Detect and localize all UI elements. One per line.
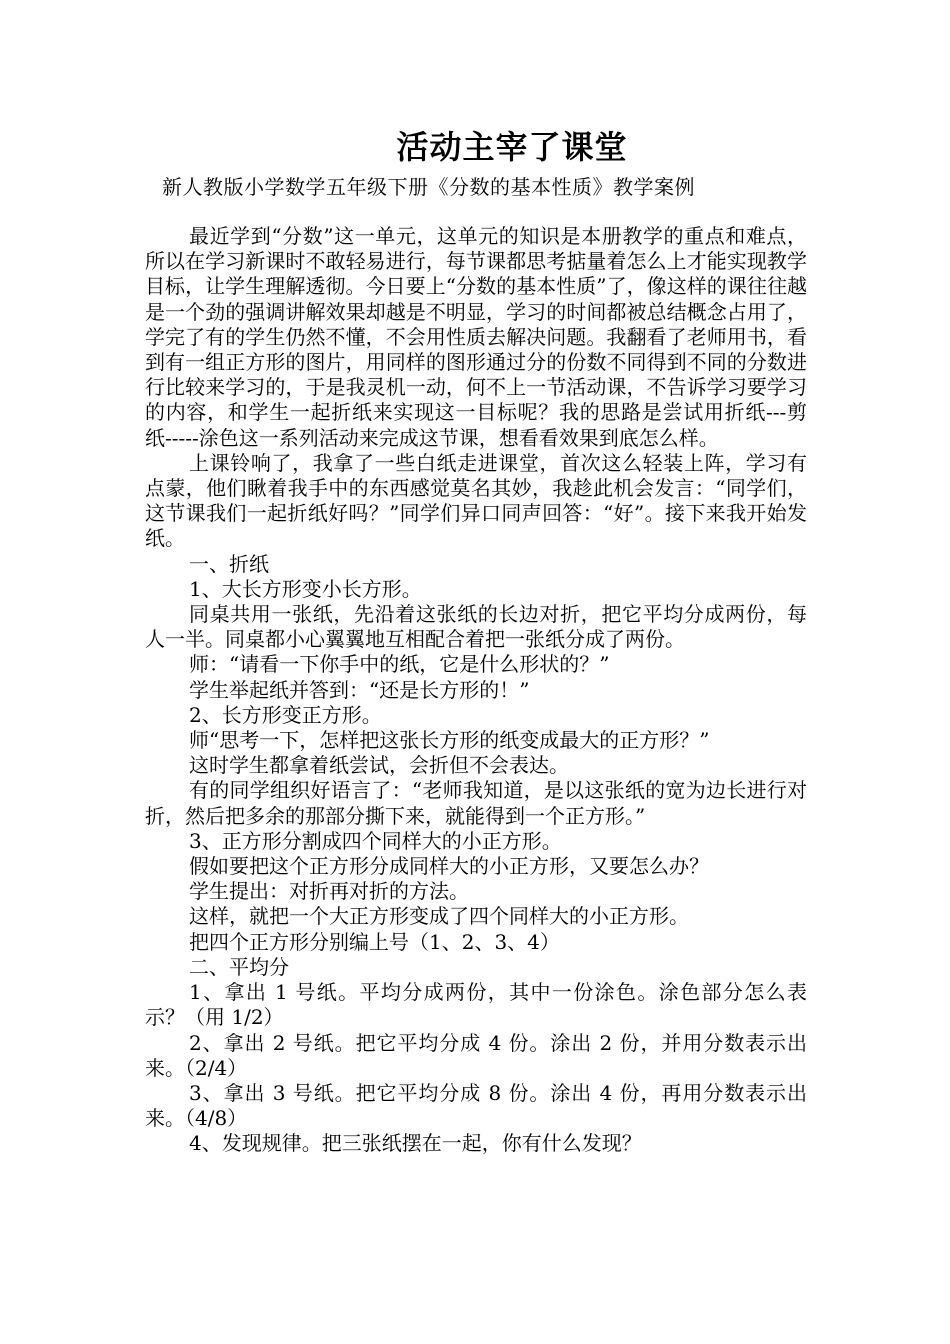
body-paragraph: 这时学生都拿着纸尝试，会折但不会表达。 xyxy=(189,753,569,778)
step-heading: 1、大长方形变小长方形。 xyxy=(189,576,422,601)
step-heading: 2、长方形变正方形。 xyxy=(189,702,382,727)
document-body xyxy=(145,224,807,1157)
task-item: 2、拿出 2 号纸。把它平均分成 4 份。涂出 2 份，并用分数表示出来。（2/4） xyxy=(145,1030,807,1080)
body-paragraph: 把四个正方形分别编上号（1、2、3、4） xyxy=(189,929,560,954)
section-heading-dividing: 二、平均分 xyxy=(189,954,289,979)
intro-paragraph: 最近学到“分数”这一单元，这单元的知识是本册教学的重点和难点，所以在学习新课时不敢轻易进行，每节课都思考掂量着怎么上才能实现教学目标，让学生理解透彻。今日要上“分数的基本性质”了，像这样的课往往越是一个劲的强调讲解效果却越是不明显，学习的时间都被总结概念占用了，学完了有的学生仍然不懂，不会用性质去解决问题。我翻看了老师用书，看到有一组正方形的图片，用同样的图形通过分的份数不同得到不同的分数进行比较来学习的，于是我灵机一动，何不上一节活动课，不告诉学习要学习的内容，和学生一起折纸来实现这一目标呢？我的思路是尝试用折纸---剪纸-----涂色这一系列活动来完成这节课，想看看效果到底怎么样。 xyxy=(145,224,807,450)
class-start-paragraph: 上课铃响了，我拿了一些白纸走进课堂，首次这么轻装上阵，学习有点蒙，他们瞅着我手中的东西感觉莫名其妙，我趁此机会发言：“同学们，这节课我们一起折纸好吗？”同学们异口同声回答：“好”。接下来我开始发纸。 xyxy=(145,450,807,551)
dialogue-line: 学生举起纸并答到：“还是长方形的！” xyxy=(189,677,530,702)
task-item: 4、发现规律。把三张纸摆在一起，你有什么发现？ xyxy=(189,1131,642,1156)
body-paragraph: 假如要把这个正方形分成同样大的小正方形，又要怎么办？ xyxy=(189,854,709,879)
section-heading-folding: 一、折纸 xyxy=(189,551,269,576)
step-heading: 3、正方形分割成四个同样大的小正方形。 xyxy=(189,828,562,853)
body-paragraph: 同桌共用一张纸，先沿着这张纸的长边对折，把它平均分成两份，每人一半。同桌都小心翼翼地互相配合着把一张纸分成了两份。 xyxy=(145,602,807,652)
page-subtitle: 新人教版小学数学五年级下册《分数的基本性质》教学案例 xyxy=(162,175,695,199)
dialogue-line: 师：“请看一下你手中的纸，它是什么形状的？” xyxy=(189,652,610,677)
page-title: 活动主宰了课堂 xyxy=(396,128,628,166)
body-paragraph: 这样，就把一个大正方形变成了四个同样大的小正方形。 xyxy=(189,904,689,929)
dialogue-line: 师“思考一下，怎样把这张长方形的纸变成最大的正方形？” xyxy=(189,728,710,753)
task-item: 3、拿出 3 号纸。把它平均分成 8 份。涂出 4 份，再用分数表示出来。（4/8） xyxy=(145,1080,807,1131)
task-item: 1、拿出 1 号纸。平均分成两份，其中一份涂色。涂色部分怎么表示？（用 1/2） xyxy=(145,980,807,1030)
body-paragraph: 学生提出：对折再对折的方法。 xyxy=(189,879,469,904)
body-paragraph: 有的同学组织好语言了：“老师我知道，是以这张纸的宽为边长进行对折，然后把多余的那部分撕下来，就能得到一个正方形。” xyxy=(145,778,807,828)
